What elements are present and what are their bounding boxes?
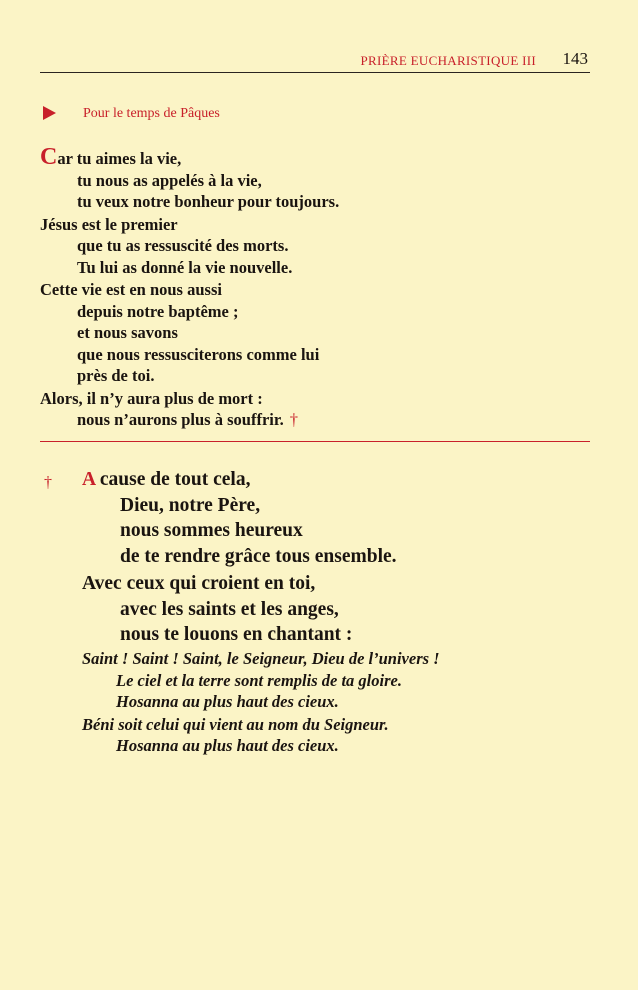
page-header	[40, 48, 590, 73]
section-divider	[40, 441, 590, 442]
text-line: A cause de tout cela,	[82, 469, 251, 490]
triangle-arrow-icon	[43, 106, 56, 120]
drop-cap: C	[40, 144, 58, 170]
text-line: Jésus est le premier	[40, 214, 178, 234]
text-line: avec les saints et les anges,	[120, 598, 339, 620]
text-line: depuis notre baptême ;	[77, 301, 239, 321]
text-line: Avec ceux qui croient en toi,	[82, 573, 316, 594]
text-line: nous te louons en chantant :	[120, 624, 353, 645]
text-line: Saint ! Saint ! Saint, le Seigneur, Dieu de l’univers !	[82, 649, 440, 668]
text-line: nous n’aurons plus à souffrir. †	[77, 410, 299, 429]
text-line: Cette vie est en nous aussi	[40, 280, 222, 299]
acclamation-intro	[40, 467, 397, 648]
preface-text	[40, 144, 340, 431]
text-line: tu veux notre bonheur pour toujours.	[77, 192, 340, 211]
text-line: Béni soit celui qui vient au nom du Seigneur.	[82, 714, 389, 734]
dagger-mark: †	[289, 410, 299, 429]
text-line: près de toi.	[77, 366, 155, 385]
sanctus-text	[82, 648, 440, 757]
page-number: 143	[562, 49, 588, 68]
text-line: Car tu aimes la vie,	[40, 144, 182, 170]
rubric-text: Pour le temps de Pâques	[83, 106, 220, 121]
text-line: Alors, il n’y aura plus de mort :	[40, 388, 263, 408]
text-line: nous sommes heureux	[120, 520, 303, 541]
dagger-mark: †	[44, 474, 52, 491]
text-line: que tu as ressuscité des morts.	[77, 236, 289, 255]
text-line: de te rendre grâce tous ensemble.	[120, 545, 397, 567]
rubric	[43, 106, 220, 122]
red-initial: A	[82, 469, 96, 490]
text-line: Dieu, notre Père,	[120, 494, 261, 516]
text-line: que nous ressusciterons comme lui	[77, 344, 320, 364]
text-line: Le ciel et la terre sont remplis de ta gloire.	[116, 670, 402, 690]
running-title: PRIÈRE EUCHARISTIQUE III	[360, 53, 536, 68]
text-line: Hosanna au plus haut des cieux.	[116, 736, 339, 755]
text-line: tu nous as appelés à la vie,	[77, 170, 262, 190]
text-line: et nous savons	[77, 323, 178, 342]
text-line: Tu lui as donné la vie nouvelle.	[77, 257, 293, 277]
text-line: Hosanna au plus haut des cieux.	[116, 692, 339, 711]
